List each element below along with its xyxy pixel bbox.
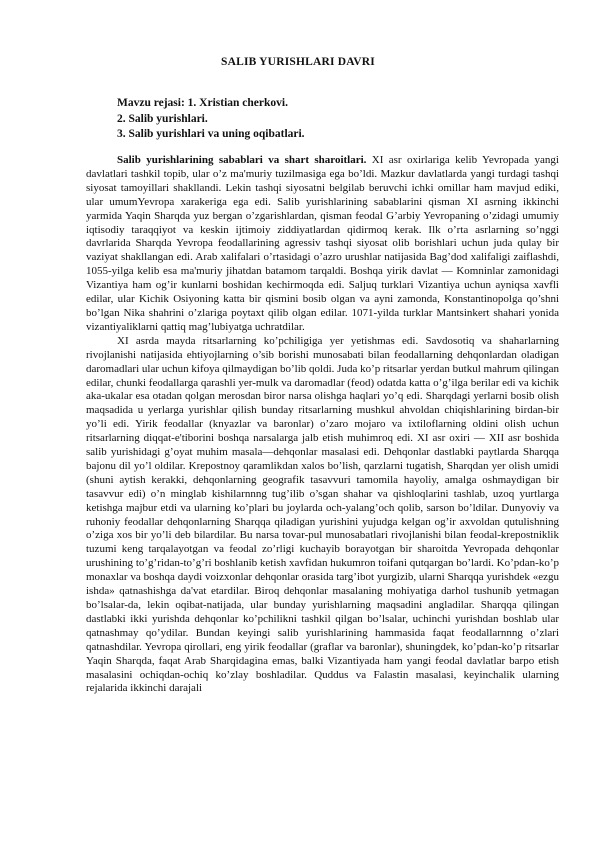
plan-line: 3. Salib yurishlari va uning oqibatlari. xyxy=(117,128,305,140)
section-heading: Salib yurishlarining sabablari va shart sharoitlari. xyxy=(117,154,367,166)
body-text xyxy=(86,154,559,696)
page-title: SALIB YURISHLARI DAVRI xyxy=(221,56,375,68)
plan-line: Mavzu rejasi: 1. Xristian cherkovi. xyxy=(117,97,288,109)
paragraph xyxy=(86,154,559,335)
plan-line: 2. Salib yurishlari. xyxy=(117,112,208,125)
paragraph-text: XI asrda mayda ritsarlarning ko’pchiligiga yer yetishmas edi. Savdosotiq va shaharlarning rivojlanishi natijasida ehtiyojlarning o’sib borishi munosabati bilan feodallarning dehqonlardan oladigan daromadlari ular uchun kifoya qilmaydigan bo’lib qoldi. Juda ko’p ritsarlar yerdan butkul mahrum qilingan edilar, chunki feodallarga qarashli yer-mulk va daromadlar (feod) odatda katta o’g’ilga berilar edi va kichik aka-ukalar esa otadan qolgan merosdan biror narsa olishga haqlari yo’q edi. Sharqdagi yerlarni bosib olish maqsadida u yerlarga yurishlar qilish bunday ritsarlarning mushkul ahvoldan chiqishlarining birdan-bir yo’li edi. Yirik feodallar (knyazlar va baronlar) o’zaro mojaro va ixtiloflarning oldini olish uchun ritsarlarning diqqat-e'tiborini boshqa narsalarga jalb etish muhimroq edi. XI asr oxiri — XII asr boshida salib yurishidagi g’oyat muhim masala—dehqonlar masalasi edi. Dehqonlar dastlabki paytlarda Sharqqa bajonu dil yo’l oldilar. Krepostnoy qaramlikdan xalos bo’lish, qarzlarni tugatish, Sharqdan yer olish umidi (shuni aytish kerakki, dehqonlarning geografik tasavvuri tamomila hayoliy, amalga oshmaydigan bir tasavvur edi) o’n minglab kishilarnnng tug’ilib o’sgan shahar va qishloqlarini tashlab, uzoq yurtlarga ketishga majbur etdi va ularning ko’plari bu joylarda och-yalang’och qolib, sarson bo’ldilar. Dunyoviy va ruhoniy feodallar dehqonlarning Sharqqa qiladigan yurishini yujudga kelgan og’ir axvoldan qutulishning o’ziga xos bir yo’li deb bilardilar. Bu narsa tovar-pul munosabatlari rivojlanishi bilan feodal-krepostniklik tuzumi keng tarqalayotgan va feodal zo’rligi kuchayib borayotgan bir sharoitda Yevropada dehqonlar urushining to’g’ridan-to’g’ri boshlanib ketish xavfidan hukumron toifani qutqargan bo’lardi. Ko’pdan-ko’p monaxlar va boshqa daydi voizxonlar dehqonlar orasida targ’ibot yurgizib, ularni Sharqqa yurishdek «ezgu ishda» qatnashishga da'vat etardilar. Biroq dehqonlar masalaning mohiyatiga darhol tushunib yetmagan bo’lsalar-da, lekin oqibat-natijada, ular bunday yurishlarning maqsadini angladilar. Sharqqa qilingan dastlabki ikki yurishda dehqonlar ko’pchilikni tashkil qilgan bo’lsalar, uchinchi yurishdan boshlab ular qatnashmay qo’ydilar. Bundan keyingi salib yurishlarining hammasida faqat feodallarnnng o’zlari qatnashdilar. Yevropa qirollari, eng yirik feodallar (graflar va baronlar), shuningdek, ko’pdan-ko’p ritsarlar Yaqin Sharqda, faqat Arab Sharqidagina emas, balki Vizantiyada ham yangi feodal davlatlar barpo etish masalasini ochiqdan-ochiq ko’zlay boshladilar. Quddus va Falastin masalasi, keyinchalik ularning rejalarida ikkinchi darajali xyxy=(86,334,559,695)
paragraph-text: XI asr oxirlariga kelib Yevropada yangi davlatlari tashkil topib, ular o’z ma'muriy tuzilmasiga ega bo’ldi. Mazkur davlatlarda yangi turdagi tashqi siyosat tamoyillari shakllandi. Lekin tashqi siyosatni belgilab beruvchi ichki omillar ham mavjud ediki, ular umumYevropa xarakeriga ega edi. Salib yurishlarining sabablarini qisman XI asrning ikkinchi yarmida Yaqin Sharqda yuz bergan o’zgarishlardan, qisman feodal G’arbiy Yevropaning o’zidagi umumiy iqtisodiy taraqqiyot va keskin ijtimoiy ziddiyatlardan qidirmoq kerak. Ilk o’rta asrlarning so’nggi davrlarida Sharqda Yevropa feodallarining agressiv tashqi siyosat olib borishlari uchun juda qulay bir vaziyat shakllangan edi. Arab xalifalari o’rtasidagi o’azro urushlar natijasida Bag’dod xalifaligi zaiflashdi, 1055-yilga kelib esa ma'muriy jihatdan batamom tarqaldi. Boshqa yirik davlat — Komninlar zamonidagi Vizantiya ham og’ir kunlarni boshidan kechirmoqda edi. Saljuq turklari Vizantiya uchun ayniqsa xavfli edilar, ular Kichik Osiyoning katta bir qismini bosib olgan va ayni zamonda, Konstantinopolga qo’shni bo’lgan Nika shahrini o’zlariga poytaxt qilib olgan edilar. 1071-yilda turklar Mantsinkert shahari yonida vizantiyaliklarni qattiq mag’lubiyatga uchratdilar. xyxy=(86,154,559,333)
paragraph xyxy=(86,335,559,697)
lesson-plan xyxy=(117,96,537,143)
